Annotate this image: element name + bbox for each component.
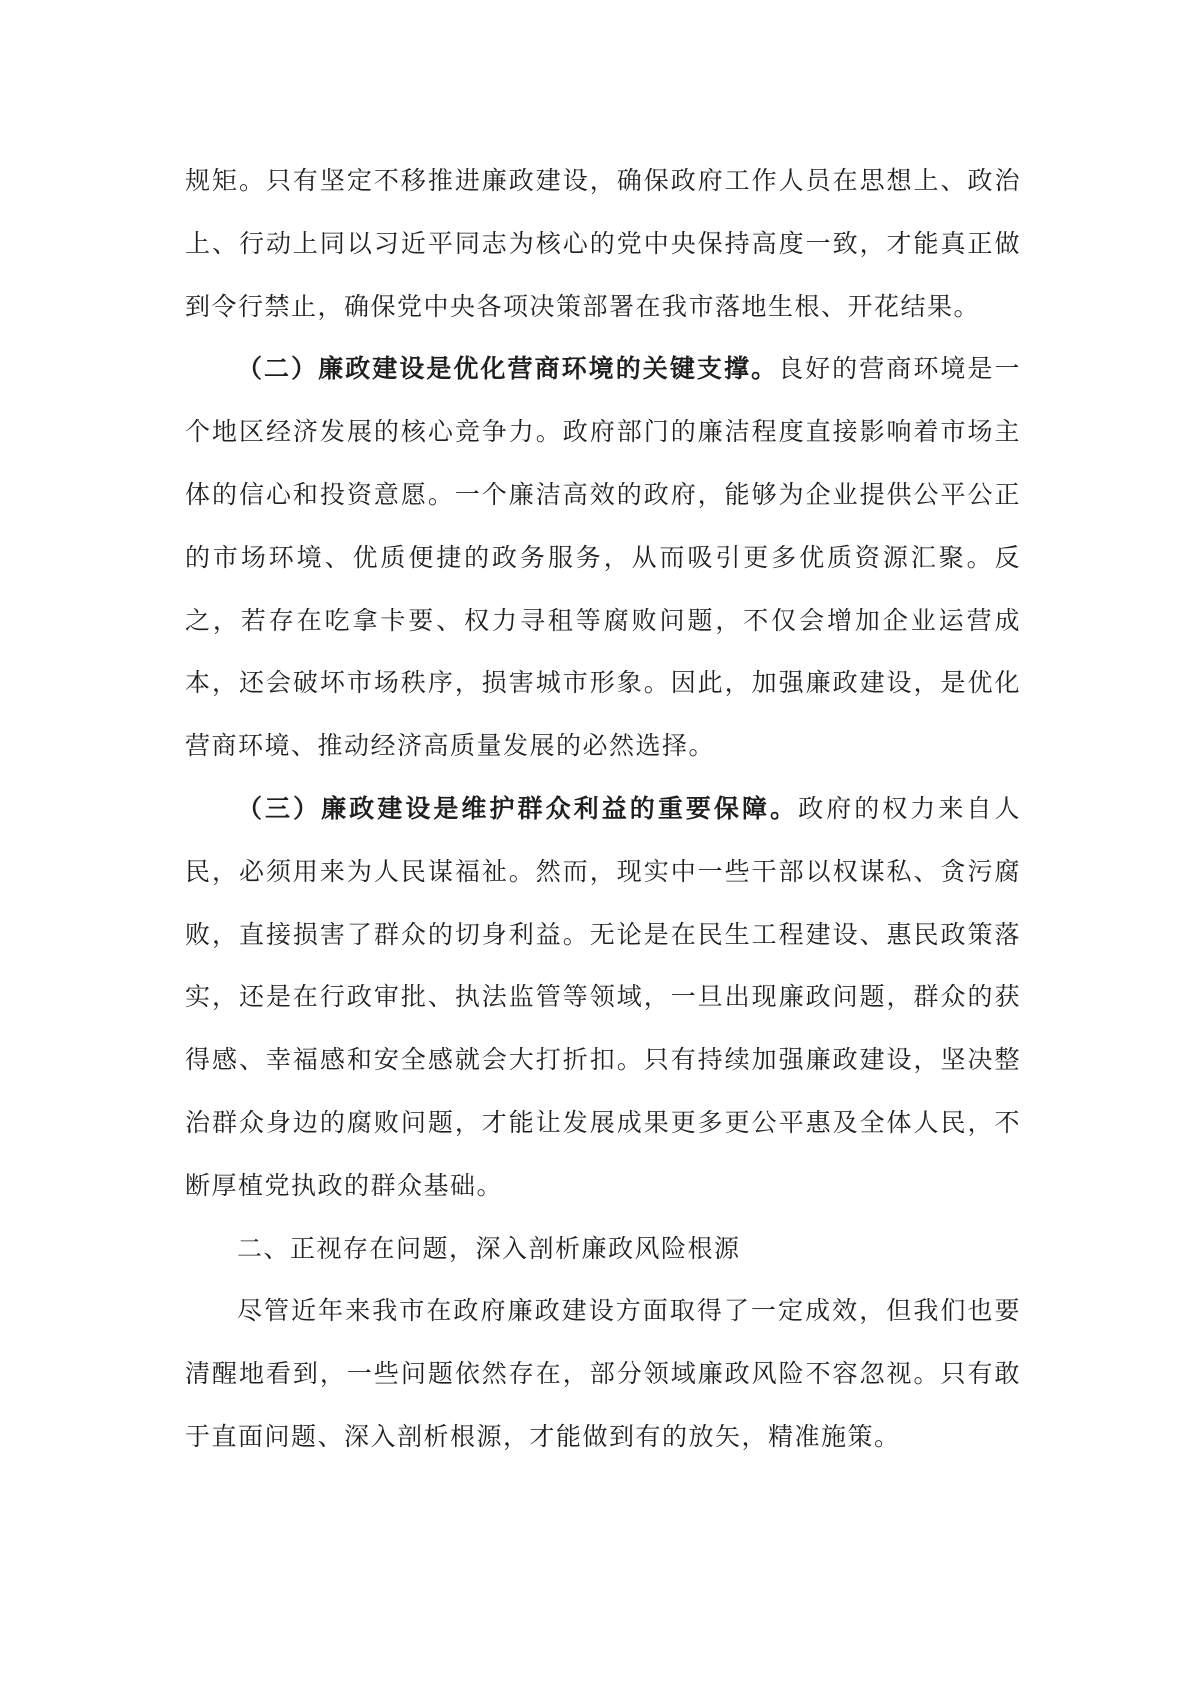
paragraph-text: 良好的营商环境是一个地区经济发展的核心竞争力。政府部门的廉洁程度直接影响着市场主体的信心和投资意愿。一个廉洁高效的政府，能够为企业提供公平公正的市场环境、优质便捷的政务服务，从而吸引更多优质资源汇聚。反之，若存在吃拿卡要、权力寻租等腐败问题，不仅会增加企业运营成本，还会破坏市场秩序，损害城市形象。因此，加强廉政建设，是优化营商环境、推动经济高质量发展的必然选择。 <box>185 354 1021 761</box>
document-page <box>185 150 1021 1469</box>
paragraph-continuation <box>185 150 1021 338</box>
section-heading: 二、正视存在问题，深入剖析廉政风险根源 <box>237 1233 741 1263</box>
paragraph-lead: （三）廉政建设是维护群众利益的重要保障。 <box>237 793 799 823</box>
paragraph-lead: （二）廉政建设是优化营商环境的关键支撑。 <box>237 354 779 384</box>
paragraph-text: 规矩。只有坚定不移推进廉政建设，确保政府工作人员在思想上、政治上、行动上同以习近平同志为核心的党中央保持高度一致，才能真正做到令行禁止，确保党中央各项决策部署在我市落地生根、开花结果。 <box>185 166 1021 321</box>
paragraph-business-environment <box>185 338 1021 778</box>
paragraph-public-interest <box>185 778 1021 1218</box>
paragraph-text: 尽管近年来我市在政府廉政建设方面取得了一定成效，但我们也要清醒地看到，一些问题依然存在，部分领域廉政风险不容忽视。只有敢于直面问题、深入剖析根源，才能做到有的放矢，精准施策。 <box>185 1296 1021 1451</box>
paragraph-text: 政府的权力来自人民，必须用来为人民谋福祉。然而，现实中一些干部以权谋私、贪污腐败，直接损害了群众的切身利益。无论是在民生工程建设、惠民政策落实，还是在行政审批、执法监管等领域，一旦出现廉政问题，群众的获得感、幸福感和安全感就会大打折扣。只有持续加强廉政建设，坚决整治群众身边的腐败问题，才能让发展成果更多更公平惠及全体人民，不断厚植党执政的群众基础。 <box>185 793 1021 1200</box>
paragraph-closing <box>185 1280 1021 1468</box>
